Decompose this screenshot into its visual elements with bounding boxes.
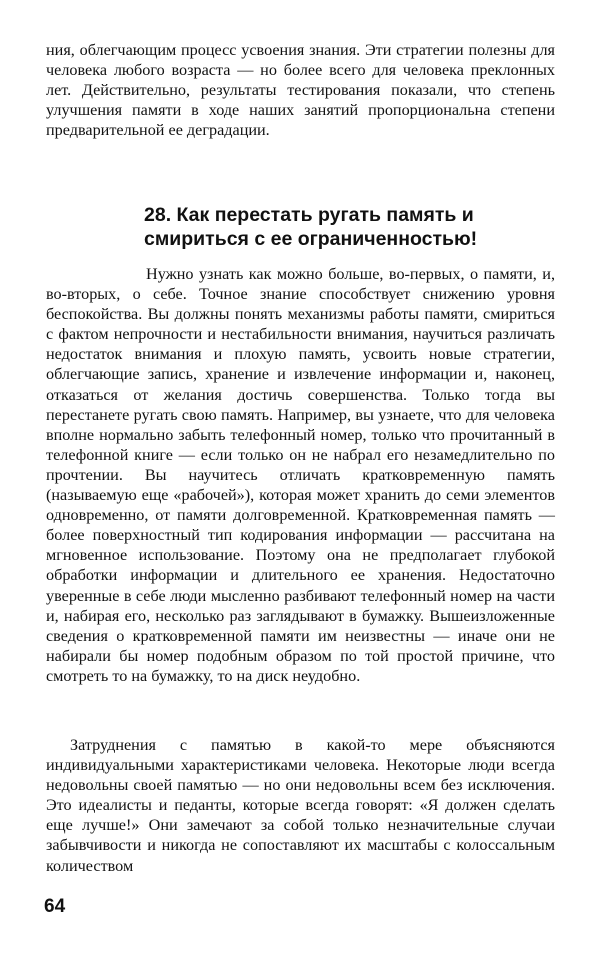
intro-paragraph: ния, облегчающим процесс усвоения знания. Эти стратегии полезны для человека любого возраста — но более всего для человека преклонных лет. Действительно, результаты тестирования показали, что степень улучшения памяти в ходе наших занятий пропорциональна степени предварительной ее деградации. (46, 41, 555, 140)
section-heading: 28. Как перестать ругать память и смириться с ее ограниченностью! (144, 204, 478, 250)
body-paragraph-2: Затруднения с памятью в какой-то мере объясняются индивидуальными характеристиками человека. Некоторые люди всегда недовольны своей памятью — но они недовольны всем без исключения. Это идеалисты и педанты, которые всегда говорят: «Я должен сделать еще лучше!» Они замечают за собой только незначительные случаи забывчивости и никогда не сопоставляют их масштабы с колоссальным количеством (46, 736, 555, 875)
body-paragraph-1: Нужно узнать как можно больше, во-первых, о памяти, и, во-вторых, о себе. Точное знание способствует снижению уровня беспокойства. Вы должны понять механизмы работы памяти, смириться с фактом непрочности и нестабильности внимания, научиться различать недостаток внимания и плохую память, усвоить новые стратегии, облегчающие запись, хранение и извлечение информации и, наконец, отказаться от желания достичь совершенства. Только тогда вы перестанете ругать свою память. Например, вы узнаете, что для человека вполне нормально забыть телефонный номер, только что прочитанный в телефонной книге — если только он не набрал его незамедлительно по прочтении. Вы научитесь отличать кратковременную память (называемую еще «рабочей»), которая может хранить до семи элементов одновременно, от памяти долговременной. Кратковременная память — более поверхностный тип кодирования информации — рассчитана на мгновенное использование. Поэтому она не предполагает глубокой обработки информации и длительного ее хранения. Недостаточно уверенные в себе люди мысленно разбивают телефонный номер на части и, набирая его, несколько раз заглядывают в бумажку. Вышеизложенные сведения о кратковременной памяти им неизвестны — иначе они не набирали бы номер подобным образом по той простой причине, что смотреть то на бумажку, то на диск неудобно. (46, 265, 555, 685)
page-number: 64 (44, 896, 66, 917)
